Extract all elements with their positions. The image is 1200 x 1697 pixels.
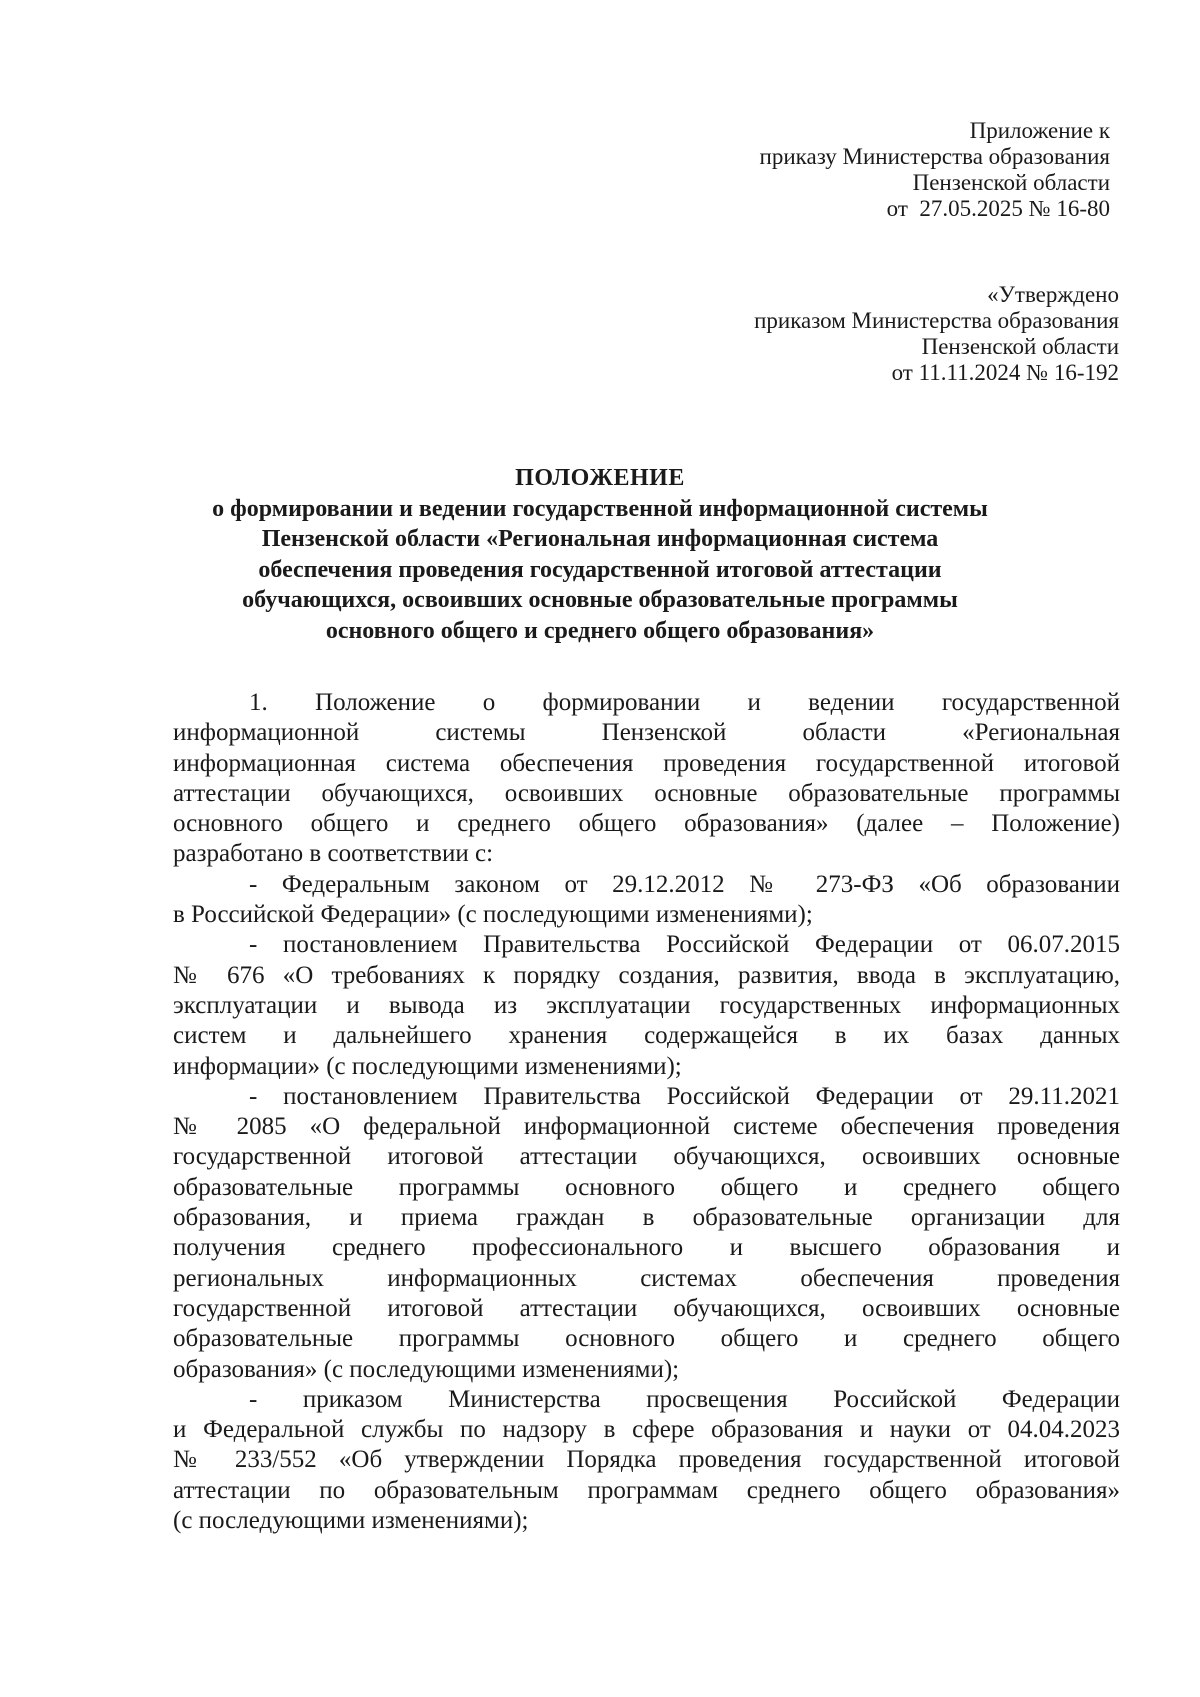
document-title: [150, 463, 1050, 646]
body-line: получения среднего профессионального и высшего образования и: [173, 1234, 1120, 1262]
body-line: № 676 «О требованиях к порядку создания, развития, ввода в эксплуатацию,: [173, 961, 1120, 989]
approved-line: от 11.11.2024 № 16-192: [891, 360, 1119, 385]
body-line: - Федеральным законом от 29.12.2012 № 273-ФЗ «Об образовании: [249, 870, 1120, 898]
body-line: № 233/552 «Об утверждении Порядка проведения государственной итоговой: [173, 1446, 1120, 1474]
title-line: обеспечения проведения государственной итоговой аттестации: [258, 556, 942, 583]
body-line: образования, и приема граждан в образовательные организации для: [173, 1204, 1120, 1232]
body-line: региональных информационных системах обеспечения проведения: [173, 1264, 1120, 1292]
body-line: 1. Положение о формировании и ведении государственной: [249, 689, 1120, 716]
body-line: информационной системы Пензенской области «Региональная: [173, 719, 1120, 747]
appendix-line: Приложение к: [969, 118, 1110, 143]
title-main: ПОЛОЖЕНИЕ: [515, 465, 685, 491]
body-line: образовательные программы основного общего и среднего общего: [173, 1173, 1120, 1201]
body-line: эксплуатации и вывода из эксплуатации государственных информационных: [173, 991, 1120, 1019]
appendix-line: Пензенской области: [912, 170, 1110, 195]
title-line: обучающихся, освоивших основные образовательные программы: [242, 587, 958, 613]
appendix-line: от 27.05.2025 № 16-80: [886, 196, 1110, 221]
body-line: образования» (с последующими изменениями);: [173, 1355, 680, 1383]
body-line: образовательные программы основного общего и среднего общего: [173, 1325, 1120, 1353]
body-line: информационная система обеспечения проведения государственной итоговой: [173, 749, 1120, 777]
body-text: [173, 688, 1120, 1536]
approved-line: «Утверждено: [987, 282, 1119, 307]
body-line: систем и дальнейшего хранения содержащейся в их базах данных: [173, 1022, 1120, 1050]
body-line: (с последующими изменениями);: [173, 1507, 529, 1535]
body-line: - постановлением Правительства Российской Федерации от 06.07.2015: [249, 931, 1120, 959]
body-line: - приказом Министерства просвещения Российской Федерации: [249, 1385, 1120, 1413]
body-line: аттестации обучающихся, освоивших основные образовательные программы: [173, 779, 1120, 807]
appendix-header: [760, 118, 1110, 222]
body-line: - постановлением Правительства Российской Федерации от 29.11.2021: [249, 1082, 1120, 1110]
body-line: № 2085 «О федеральной информационной системе обеспечения проведения: [173, 1113, 1120, 1141]
body-line: государственной итоговой аттестации обучающихся, освоивших основные: [173, 1143, 1120, 1171]
body-line: разработано в соответствии с:: [173, 840, 494, 868]
title-line: Пензенской области «Региональная информационная система: [261, 526, 939, 552]
body-line: и Федеральной службы по надзору в сфере образования и науки от 04.04.2023: [173, 1416, 1120, 1444]
title-line: о формировании и ведении государственной информационной системы: [212, 495, 988, 522]
appendix-line: приказу Министерства образования: [759, 144, 1110, 169]
body-line: государственной итоговой аттестации обучающихся, освоивших основные: [173, 1294, 1120, 1322]
approved-header: [754, 282, 1119, 386]
body-line: в Российской Федерации» (с последующими изменениями);: [173, 901, 813, 929]
body-line: информации» (с последующими изменениями);: [173, 1052, 682, 1080]
title-line: основного общего и среднего общего образования»: [325, 617, 875, 644]
body-line: основного общего и среднего общего образования» (далее – Положение): [173, 810, 1120, 838]
body-line: аттестации по образовательным программам среднего общего образования»: [173, 1476, 1120, 1504]
approved-line: Пензенской области: [921, 334, 1119, 359]
approved-line: приказом Министерства образования: [754, 308, 1119, 333]
